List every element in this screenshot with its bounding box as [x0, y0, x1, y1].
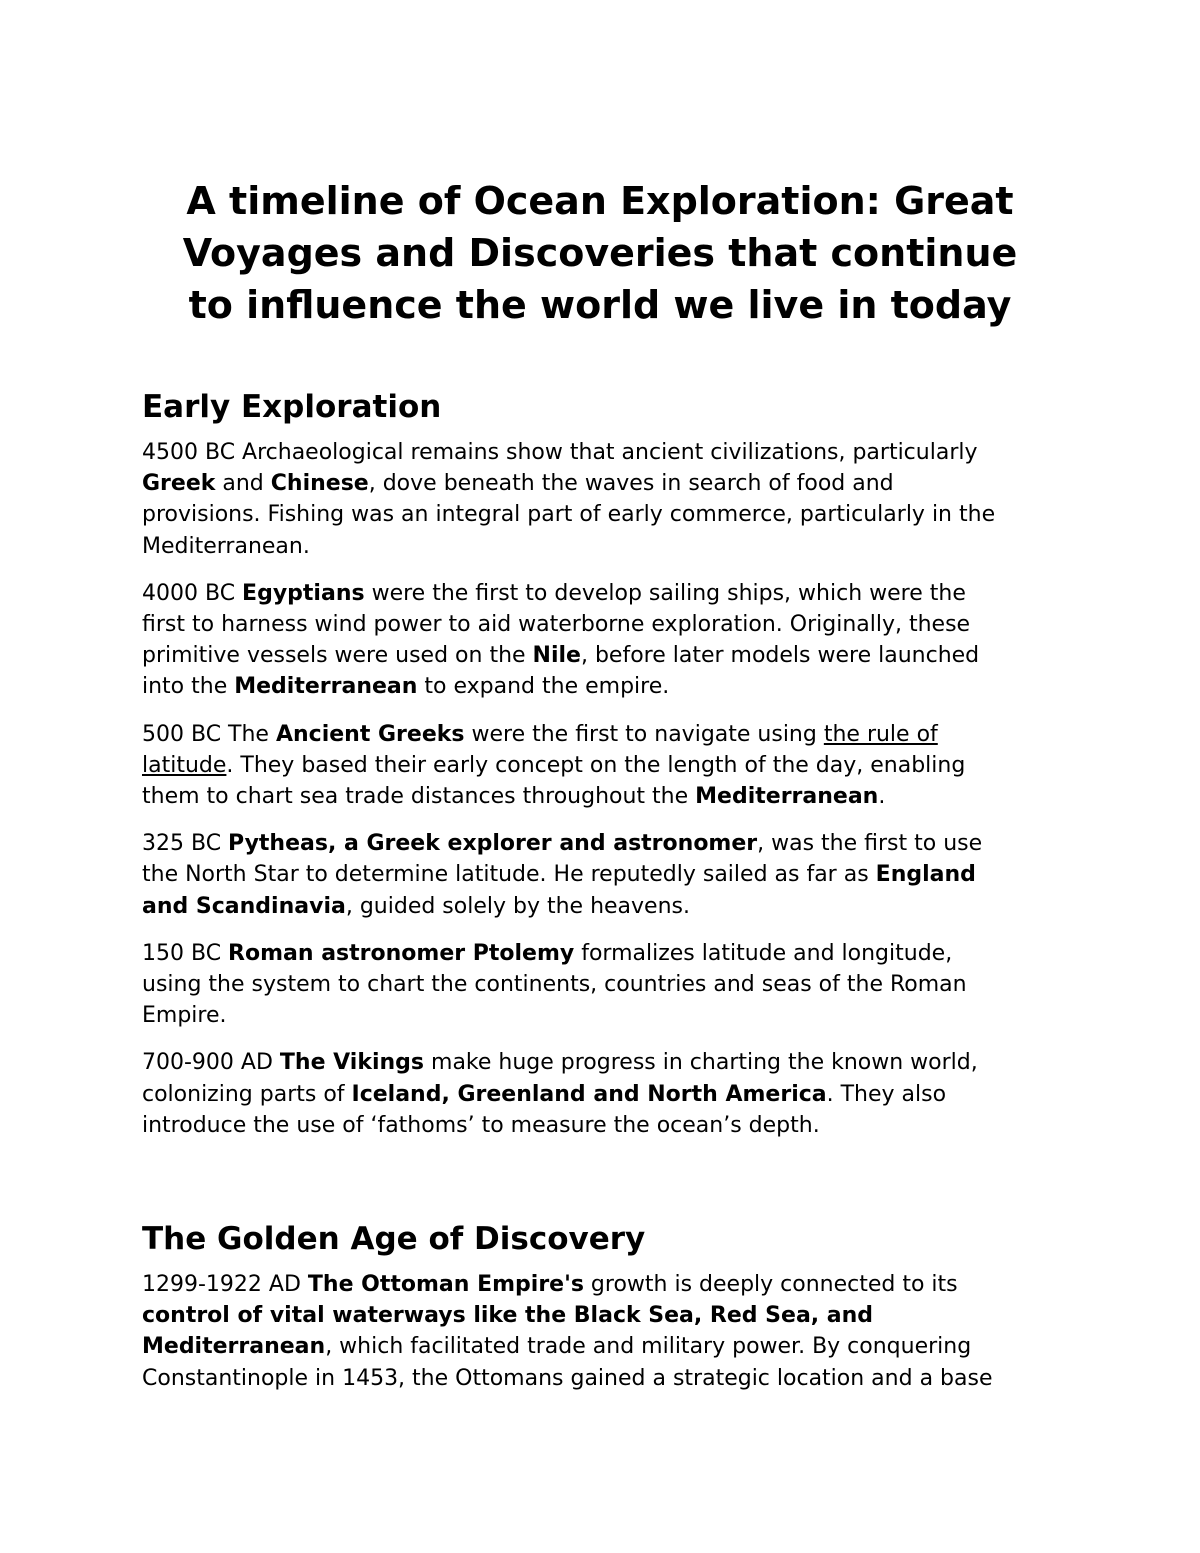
entry-bold-text: Ancient Greeks: [275, 721, 465, 747]
entry-text: 1299-1922 AD: [142, 1272, 308, 1297]
timeline-entry: [142, 719, 1072, 813]
entry-bold-text: and Scandinavia: [142, 893, 346, 919]
section-heading-early-exploration: Early Exploration: [142, 389, 442, 425]
entry-bold-text: Mediterranean: [142, 1334, 326, 1360]
timeline-entry: [142, 437, 1072, 562]
entry-bold-text: Mediterranean: [234, 674, 418, 700]
entry-text: 4500 BC Archaeological remains show that ancient civilizations, particularly: [142, 440, 978, 465]
entry-text: , before later models were launched: [580, 643, 980, 669]
entry-bold-text: England: [875, 862, 976, 888]
entry-bold-text: Roman astronomer Ptolemy: [228, 940, 575, 966]
entry-bold-text: control of vital waterways like the Black Sea, Red Sea, and: [142, 1303, 874, 1329]
title-line: A timeline of Ocean Exploration: Great: [186, 179, 1014, 223]
entry-bold-text: Iceland, Greenland and North America: [351, 1081, 827, 1107]
entry-bold-text: Greek: [142, 471, 216, 497]
entry-text: 325 BC: [142, 831, 229, 857]
entry-underlined-text: the rule of: [823, 721, 938, 747]
entry-text: primitive vessels were used on the: [142, 643, 533, 669]
entry-bold-text: Mediterranean: [695, 784, 879, 810]
entry-text: first to harness wind power to aid waterborne exploration. Originally, these: [142, 612, 971, 638]
entry-text: . They also: [826, 1081, 947, 1107]
entry-text: using the system to chart the continents, countries and seas of the Roman: [142, 972, 967, 998]
document-title: [140, 175, 1060, 331]
title-line: to influence the world we live in today: [188, 283, 1012, 327]
section-heading-golden-age: The Golden Age of Discovery: [142, 1221, 646, 1257]
entry-bold-text: The Vikings: [279, 1050, 425, 1076]
title-line: Voyages and Discoveries that continue: [182, 231, 1018, 275]
entry-text: were the first to develop sailing ships, which were the: [364, 580, 966, 606]
entry-bold-text: Chinese: [270, 471, 369, 497]
entry-bold-text: The Ottoman Empire's: [307, 1272, 584, 1297]
entry-text: , which facilitated trade and military power. By conquering: [325, 1334, 972, 1360]
entry-text: 4000 BC: [142, 580, 243, 606]
entry-text: formalizes latitude and longitude,: [574, 940, 953, 966]
entry-text: 150 BC: [142, 940, 229, 966]
entry-text: Empire.: [142, 1003, 227, 1029]
entry-text: Mediterranean.: [142, 533, 310, 559]
timeline-entry: [142, 938, 1072, 1032]
entry-text: 700-900 AD: [142, 1050, 280, 1076]
entry-bold-text: Nile: [532, 643, 581, 669]
entry-text: introduce the use of ‘fathoms’ to measure the ocean’s depth.: [142, 1112, 820, 1138]
entry-text: the North Star to determine latitude. He reputedly sailed as far as: [142, 862, 876, 888]
entry-text: to expand the empire.: [417, 674, 670, 700]
entry-text: them to chart sea trade distances throughout the: [142, 784, 696, 810]
entry-bold-text: Egyptians: [242, 580, 365, 606]
entry-text: . They based their early concept on the length of the day, enabling: [226, 752, 966, 778]
timeline-entry: [142, 828, 1072, 922]
entry-text: into the: [142, 674, 235, 700]
timeline-entry: [142, 1269, 1072, 1394]
timeline-entry: [142, 578, 1072, 703]
entry-underlined-text: latitude: [142, 752, 227, 778]
entry-text: growth is deeply connected to its: [583, 1272, 958, 1297]
section-golden-age-entries: [142, 1269, 1072, 1410]
entry-text: were the first to navigate using: [464, 721, 824, 747]
entry-text: , guided solely by the heavens.: [345, 893, 690, 919]
entry-text: Constantinople in 1453, the Ottomans gained a strategic location and a base: [142, 1365, 993, 1391]
entry-text: .: [878, 784, 886, 810]
timeline-entry: [142, 1047, 1072, 1141]
entry-text: 500 BC The: [142, 721, 276, 747]
entry-text: , was the first to use: [757, 831, 983, 857]
entry-text: colonizing parts of: [142, 1081, 352, 1107]
entry-text: make huge progress in charting the known world,: [424, 1050, 978, 1076]
entry-text: and: [215, 471, 271, 497]
entry-text: , dove beneath the waves in search of food and: [368, 471, 894, 497]
entry-bold-text: Pytheas, a Greek explorer and astronomer: [228, 831, 758, 857]
entry-text: provisions. Fishing was an integral part of early commerce, particularly in the: [142, 502, 996, 528]
section-early-exploration-entries: [142, 437, 1072, 1157]
